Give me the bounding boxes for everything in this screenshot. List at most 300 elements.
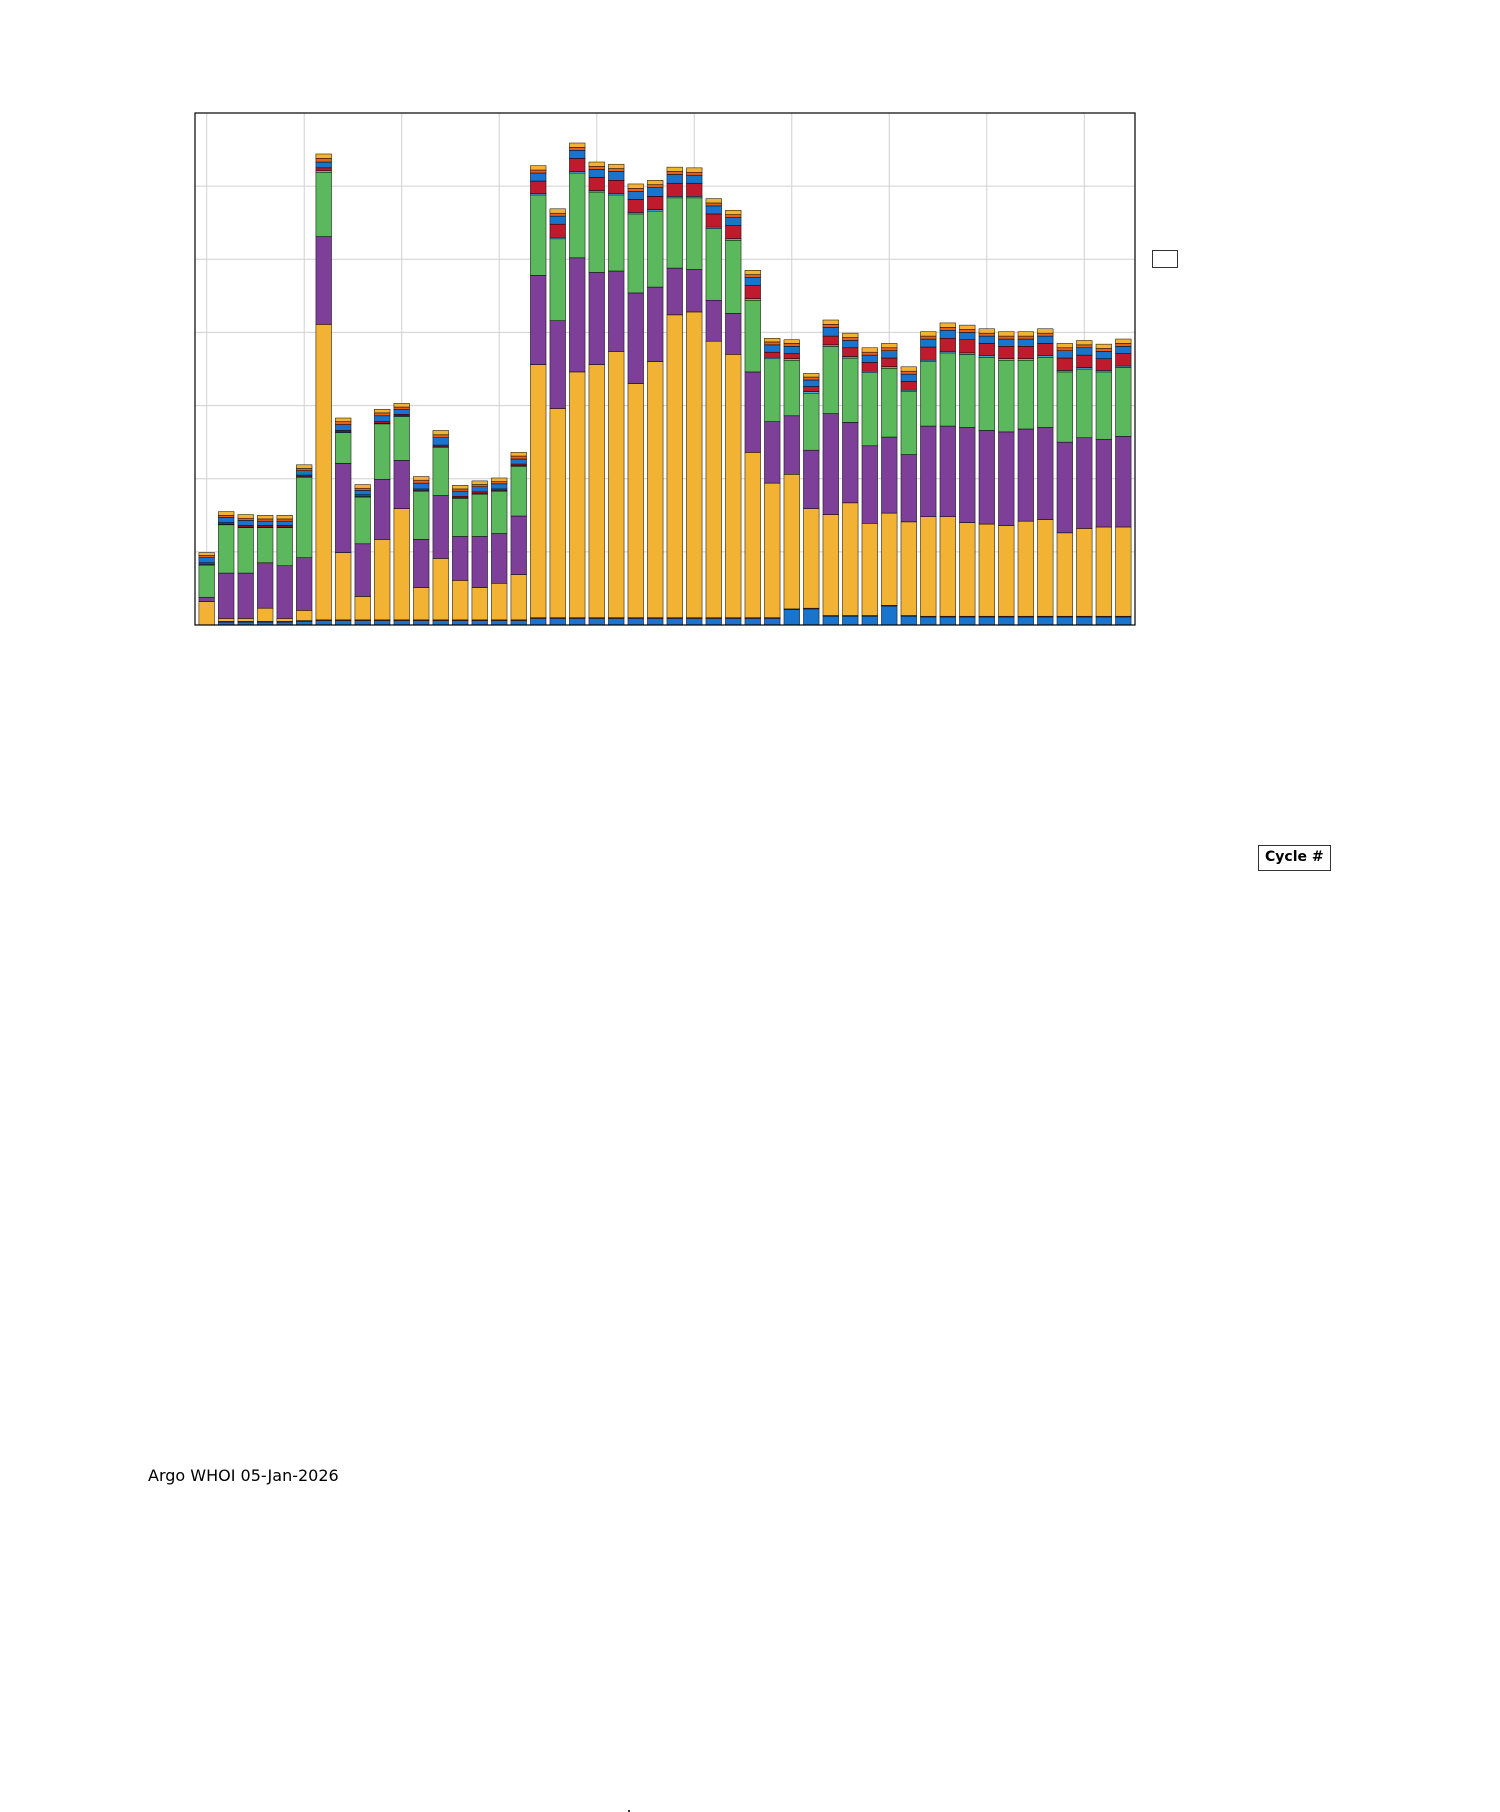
stacked-bar-segment bbox=[862, 348, 878, 352]
stacked-bar-segment bbox=[881, 606, 897, 625]
stacked-bar-segment bbox=[530, 166, 546, 170]
stacked-bar-segment bbox=[1018, 332, 1034, 336]
stacked-bar-segment bbox=[511, 459, 527, 464]
stacked-bar-segment bbox=[979, 329, 995, 333]
stacked-bar-segment bbox=[940, 327, 956, 330]
stacked-bar-segment bbox=[784, 416, 800, 475]
stacked-bar-segment bbox=[335, 418, 351, 422]
stacked-bar-segment bbox=[920, 517, 936, 616]
stacked-bar-segment bbox=[706, 300, 722, 341]
stacked-bar-segment bbox=[745, 278, 761, 286]
stacked-bar-segment bbox=[764, 483, 780, 618]
stacked-bar-segment bbox=[1018, 429, 1034, 521]
stacked-bar-segment bbox=[862, 355, 878, 362]
stacked-bar-segment bbox=[218, 618, 234, 621]
stacked-bar-segment bbox=[706, 203, 722, 206]
stacked-bar-segment bbox=[862, 523, 878, 615]
stacked-bar-segment bbox=[842, 348, 858, 357]
stacked-bar-segment bbox=[199, 597, 215, 601]
stacked-bar-segment bbox=[823, 414, 839, 515]
stacked-bar-segment bbox=[316, 324, 332, 619]
stacked-bar-segment bbox=[1057, 358, 1073, 370]
stacked-bar-segment bbox=[647, 211, 663, 287]
stacked-bar-segment bbox=[959, 428, 975, 523]
stacked-bar-segment bbox=[374, 416, 390, 422]
stacked-bar-segment bbox=[1057, 533, 1073, 616]
stacked-bar-segment bbox=[979, 333, 995, 336]
stacked-bar-segment bbox=[491, 621, 507, 625]
stacked-bar-segment bbox=[257, 521, 273, 525]
stacked-bar-segment bbox=[920, 362, 936, 426]
stacked-bar-segment bbox=[686, 198, 702, 270]
stacked-bar-segment bbox=[218, 517, 234, 522]
stacked-bar-segment bbox=[940, 617, 956, 625]
stacked-bar-segment bbox=[550, 618, 566, 625]
stacked-bar-segment bbox=[667, 167, 683, 171]
stacked-bar-segment bbox=[920, 347, 936, 360]
stacked-bar-segment bbox=[413, 491, 429, 539]
stacked-bar-segment bbox=[1096, 359, 1112, 371]
stacked-bar-segment bbox=[257, 519, 273, 521]
stacked-bar-segment bbox=[316, 168, 332, 171]
stacked-bar-segment bbox=[725, 226, 741, 239]
stacked-bar-segment bbox=[979, 430, 995, 524]
stacked-bar-segment bbox=[628, 188, 644, 191]
stacked-bar-segment bbox=[881, 343, 897, 347]
stacked-bar-segment bbox=[1115, 436, 1131, 527]
stacked-bar-segment bbox=[550, 224, 566, 237]
stacked-bar-segment bbox=[1037, 428, 1053, 520]
stacked-bar-segment bbox=[979, 336, 995, 343]
stacked-bar-segment bbox=[686, 618, 702, 625]
stacked-bar-segment bbox=[1115, 617, 1131, 625]
stacked-bar-segment bbox=[589, 618, 605, 625]
stacked-bar-segment bbox=[238, 518, 254, 520]
stacked-bar-segment bbox=[628, 184, 644, 188]
stacked-bar-segment bbox=[998, 332, 1014, 336]
stacked-bar-segment bbox=[998, 339, 1014, 346]
stacked-bar-segment bbox=[1076, 617, 1092, 625]
stacked-bar-segment bbox=[803, 377, 819, 380]
stacked-bar-segment bbox=[881, 351, 897, 358]
stacked-bar-segment bbox=[920, 426, 936, 517]
stacked-bar-segment bbox=[647, 287, 663, 362]
stacked-bar-segment bbox=[628, 214, 644, 293]
stacked-bar-segment bbox=[491, 583, 507, 620]
stacked-bar-segment bbox=[355, 490, 371, 494]
stacked-bar-segment bbox=[218, 573, 234, 618]
stacked-bar-segment bbox=[959, 523, 975, 617]
net-energy-by-components-chart bbox=[0, 770, 520, 1410]
stacked-bar-segment bbox=[413, 588, 429, 620]
stacked-bar-segment bbox=[277, 521, 293, 525]
stacked-bar-segment bbox=[472, 481, 488, 485]
stacked-bar-segment bbox=[199, 558, 215, 563]
stacked-bar-segment bbox=[706, 214, 722, 227]
stacked-bar-segment bbox=[823, 515, 839, 616]
stacked-bar-segment bbox=[257, 515, 273, 519]
stacked-bar-segment bbox=[530, 173, 546, 181]
stacked-bar-segment bbox=[823, 320, 839, 324]
stacked-bar-segment bbox=[589, 162, 605, 166]
stacked-bar-segment bbox=[1037, 357, 1053, 427]
stacked-bar-segment bbox=[472, 536, 488, 587]
stacked-bar-segment bbox=[706, 229, 722, 301]
stacked-bar-segment bbox=[979, 524, 995, 616]
stacked-bar-segment bbox=[764, 359, 780, 422]
stacked-bar-segment bbox=[764, 352, 780, 357]
stacked-bar-segment bbox=[569, 372, 585, 618]
stacked-bar-segment bbox=[472, 588, 488, 620]
stacked-bar-segment bbox=[511, 621, 527, 625]
stacked-bar-segment bbox=[803, 373, 819, 377]
stacked-bar-segment bbox=[647, 185, 663, 188]
stacked-bar-segment bbox=[784, 346, 800, 353]
stacked-bar-segment bbox=[472, 494, 488, 536]
stacked-bar-segment bbox=[979, 343, 995, 355]
stacked-bar-segment bbox=[277, 528, 293, 566]
stacked-bar-segment bbox=[491, 534, 507, 584]
stacked-bar-segment bbox=[940, 323, 956, 327]
stacked-bar-segment bbox=[842, 338, 858, 341]
stacked-bar-segment bbox=[394, 621, 410, 625]
stacked-bar-segment bbox=[803, 509, 819, 608]
stacked-bar-segment bbox=[296, 468, 312, 470]
stacked-bar-segment bbox=[764, 422, 780, 483]
stacked-bar-segment bbox=[238, 515, 254, 519]
stacked-bar-segment bbox=[433, 496, 449, 559]
stacked-bar-segment bbox=[881, 437, 897, 513]
stacked-bar-segment bbox=[1076, 340, 1092, 344]
stacked-bar-segment bbox=[842, 616, 858, 625]
stacked-bar-segment bbox=[959, 340, 975, 353]
stacked-bar-segment bbox=[569, 173, 585, 258]
stacked-bar-segment bbox=[452, 536, 468, 580]
stacked-bar-segment bbox=[998, 432, 1014, 526]
stacked-bar-segment bbox=[1018, 617, 1034, 625]
stacked-bar-segment bbox=[257, 563, 273, 608]
stacked-bar-segment bbox=[920, 332, 936, 336]
stacked-bar-segment bbox=[296, 558, 312, 611]
stacked-bar-segment bbox=[725, 240, 741, 313]
stacked-bar-segment bbox=[608, 169, 624, 172]
stacked-bar-segment bbox=[394, 403, 410, 407]
main-legend bbox=[1152, 250, 1178, 268]
stacked-bar-segment bbox=[706, 341, 722, 617]
stacked-bar-segment bbox=[998, 336, 1014, 339]
stacked-bar-segment bbox=[433, 438, 449, 445]
stacked-bar-segment bbox=[979, 357, 995, 430]
stacked-bar-segment bbox=[238, 573, 254, 618]
stacked-bar-segment bbox=[647, 362, 663, 618]
stacked-bar-segment bbox=[1115, 527, 1131, 616]
stacked-bar-segment bbox=[608, 180, 624, 193]
stacked-bar-segment bbox=[1076, 528, 1092, 616]
stacked-bar-segment bbox=[706, 206, 722, 214]
footer-caption: Argo WHOI 05-Jan-2026 bbox=[148, 1466, 339, 1485]
stacked-bar-segment bbox=[394, 509, 410, 620]
stacked-bar-segment bbox=[686, 168, 702, 172]
stacked-bar-segment bbox=[355, 497, 371, 544]
stacked-bar-segment bbox=[1057, 372, 1073, 442]
stacked-bar-segment bbox=[355, 621, 371, 625]
stacked-bar-segment bbox=[433, 447, 449, 495]
stacked-bar-segment bbox=[491, 478, 507, 482]
stacked-bar-segment bbox=[374, 413, 390, 416]
stacked-bar-segment bbox=[335, 621, 351, 625]
stacked-bar-segment bbox=[355, 485, 371, 489]
stacked-bar-segment bbox=[1076, 355, 1092, 367]
stacked-bar-segment bbox=[316, 172, 332, 236]
stacked-bar-segment bbox=[530, 195, 546, 275]
stacked-bar-segment bbox=[335, 553, 351, 620]
stacked-bar-segment bbox=[901, 522, 917, 616]
stacked-bar-segment bbox=[550, 209, 566, 213]
stacked-bar-segment bbox=[725, 218, 741, 226]
stacked-bar-segment bbox=[823, 616, 839, 625]
stacked-bar-segment bbox=[745, 286, 761, 299]
stacked-bar-segment bbox=[920, 339, 936, 347]
stacked-bar-segment bbox=[1096, 344, 1112, 348]
stacked-bar-segment bbox=[628, 384, 644, 618]
stacked-bar-segment bbox=[1076, 345, 1092, 348]
stacked-bar-segment bbox=[725, 215, 741, 218]
stacked-bar-segment bbox=[979, 617, 995, 625]
stacked-bar-segment bbox=[628, 618, 644, 625]
stacked-bar-segment bbox=[1018, 339, 1034, 346]
stacked-bar-segment bbox=[472, 621, 488, 625]
stacked-bar-segment bbox=[920, 336, 936, 339]
stacked-bar-segment bbox=[530, 170, 546, 173]
stacked-bar-segment bbox=[413, 539, 429, 587]
stacked-bar-segment bbox=[296, 610, 312, 620]
stacked-bar-segment bbox=[667, 198, 683, 268]
stacked-bar-segment bbox=[569, 150, 585, 158]
stacked-bar-segment bbox=[296, 477, 312, 557]
stacked-bar-segment bbox=[550, 213, 566, 216]
stacked-bar-segment bbox=[920, 617, 936, 625]
reported-voltages-chart bbox=[520, 770, 960, 1410]
stacked-bar-segment bbox=[433, 558, 449, 619]
stacked-bar-segment bbox=[569, 618, 585, 625]
stacked-bar-segment bbox=[394, 407, 410, 409]
stacked-bar-segment bbox=[530, 181, 546, 193]
stacked-bar-segment bbox=[745, 270, 761, 274]
stacked-bar-segment bbox=[1057, 343, 1073, 347]
stacked-bar-segment bbox=[296, 465, 312, 469]
stacked-bar-segment bbox=[374, 539, 390, 619]
stacked-bar-segment bbox=[1057, 348, 1073, 351]
stacked-bar-segment bbox=[862, 616, 878, 625]
stacked-bar-segment bbox=[881, 348, 897, 351]
stacked-bar-segment bbox=[1096, 439, 1112, 527]
stacked-bar-segment bbox=[647, 188, 663, 197]
stacked-bar-segment bbox=[803, 450, 819, 509]
stacked-bar-segment bbox=[433, 621, 449, 625]
stacked-bar-segment bbox=[335, 463, 351, 552]
stacked-bar-segment bbox=[881, 358, 897, 367]
stacked-bar-segment bbox=[667, 183, 683, 196]
stacked-bar-segment bbox=[1037, 336, 1053, 343]
stacked-bar-segment bbox=[784, 343, 800, 346]
stacked-bar-segment bbox=[355, 544, 371, 597]
stacked-bar-segment bbox=[745, 275, 761, 278]
stacked-bar-segment bbox=[842, 422, 858, 502]
stacked-bar-segment bbox=[1096, 617, 1112, 625]
stacked-bar-segment bbox=[335, 422, 351, 425]
stacked-bar-segment bbox=[472, 487, 488, 492]
stacked-bar-segment bbox=[823, 324, 839, 327]
stacked-bar-segment bbox=[667, 174, 683, 183]
stacked-bar-segment bbox=[667, 315, 683, 618]
stacked-bar-segment bbox=[374, 479, 390, 539]
stacked-bar-segment bbox=[803, 380, 819, 387]
stacked-bar-segment bbox=[569, 143, 585, 147]
stacked-bar-segment bbox=[550, 321, 566, 409]
stacked-bar-segment bbox=[433, 430, 449, 434]
stacked-bar-segment bbox=[1115, 368, 1131, 437]
stacked-bar-segment bbox=[940, 426, 956, 517]
stacked-bar-segment bbox=[803, 387, 819, 392]
stacked-bar-segment bbox=[901, 374, 917, 381]
stacked-bar-segment bbox=[1037, 617, 1053, 625]
stacked-bar-segment bbox=[374, 424, 390, 480]
stacked-bar-segment bbox=[803, 609, 819, 625]
stacked-bar-segment bbox=[316, 621, 332, 625]
stacked-bar-segment bbox=[745, 618, 761, 625]
stacked-bar-segment bbox=[608, 618, 624, 625]
stacked-bar-segment bbox=[608, 172, 624, 181]
stacked-bar-segment bbox=[199, 565, 215, 597]
reported-voltages-svg bbox=[520, 770, 960, 1410]
stacked-bar-segment bbox=[706, 199, 722, 203]
stacked-bar-segment bbox=[1096, 351, 1112, 358]
stacked-bar-segment bbox=[686, 183, 702, 196]
stacked-bar-segment bbox=[452, 489, 468, 491]
stacked-bar-segment bbox=[901, 392, 917, 455]
stacked-bar-segment bbox=[218, 515, 234, 517]
stacked-bar-segment bbox=[550, 408, 566, 617]
stacked-bar-segment bbox=[823, 346, 839, 413]
stacked-bar-segment bbox=[862, 352, 878, 355]
cycle-legend-title: Cycle # bbox=[1265, 849, 1324, 865]
stacked-bar-segment bbox=[784, 610, 800, 625]
net-energy-svg bbox=[0, 770, 520, 1410]
stacked-bar-segment bbox=[959, 617, 975, 625]
stacked-bar-segment bbox=[511, 452, 527, 456]
stacked-bar-segment bbox=[901, 371, 917, 374]
stacked-bar-segment bbox=[589, 166, 605, 169]
stacked-bar-segment bbox=[316, 237, 332, 325]
stacked-bar-segment bbox=[238, 520, 254, 525]
stacked-bar-segment bbox=[530, 275, 546, 364]
stacked-bar-segment bbox=[413, 477, 429, 481]
stacked-bar-segment bbox=[628, 191, 644, 199]
stacked-bar-segment bbox=[628, 293, 644, 384]
stacked-bar-segment bbox=[667, 268, 683, 315]
stacked-bar-segment bbox=[394, 460, 410, 508]
stacked-bar-segment bbox=[1057, 351, 1073, 358]
stacked-bar-segment bbox=[589, 169, 605, 177]
stacked-bar-segment bbox=[784, 354, 800, 359]
stacked-bar-segment bbox=[1115, 339, 1131, 343]
stacked-bar-segment bbox=[862, 362, 878, 371]
stacked-bar-segment bbox=[1018, 521, 1034, 616]
stacked-bar-segment bbox=[218, 525, 234, 573]
stacked-bar-segment bbox=[589, 365, 605, 618]
stacked-bar-segment bbox=[706, 618, 722, 625]
stacked-bar-segment bbox=[901, 367, 917, 371]
stacked-bar-segment bbox=[257, 608, 273, 621]
stacked-bar-segment bbox=[1018, 336, 1034, 339]
cycle-legend bbox=[1258, 845, 1331, 871]
stacked-bar-segment bbox=[764, 345, 780, 352]
stacked-bar-segment bbox=[1096, 349, 1112, 352]
stacked-bar-segment bbox=[725, 354, 741, 617]
stacked-bar-segment bbox=[940, 353, 956, 426]
stacked-bar-segment bbox=[530, 365, 546, 618]
stacked-bar-segment bbox=[335, 425, 351, 431]
stacked-bar-segment bbox=[511, 466, 527, 516]
stacked-bar-segment bbox=[257, 528, 273, 563]
stacked-bar-segment bbox=[277, 515, 293, 519]
stacked-bar-segment bbox=[745, 300, 761, 372]
stacked-bar-segment bbox=[1096, 372, 1112, 439]
stacked-bar-segment bbox=[589, 192, 605, 272]
stacked-bar-segment bbox=[901, 381, 917, 390]
stacked-bar-segment bbox=[608, 351, 624, 617]
stacked-bar-segment bbox=[199, 602, 215, 625]
stacked-bar-segment bbox=[569, 158, 585, 171]
stacked-bar-segment bbox=[608, 271, 624, 351]
stacked-bar-segment bbox=[647, 180, 663, 184]
stacked-bar-segment bbox=[745, 372, 761, 452]
stacked-bar-segment bbox=[940, 517, 956, 616]
stacked-bar-segment bbox=[550, 239, 566, 321]
stacked-bar-segment bbox=[1076, 348, 1092, 355]
stacked-bar-segment bbox=[335, 433, 351, 464]
stacked-bar-segment bbox=[1018, 346, 1034, 358]
stacked-bar-segment bbox=[959, 354, 975, 427]
stacked-bar-segment bbox=[647, 618, 663, 625]
stacked-bar-segment bbox=[803, 393, 819, 450]
stacked-bar-segment bbox=[433, 435, 449, 438]
stacked-bar-segment bbox=[452, 485, 468, 489]
stacked-bar-segment bbox=[725, 210, 741, 214]
stacked-bar-segment bbox=[1057, 442, 1073, 533]
stacked-bar-segment bbox=[589, 272, 605, 364]
stacked-bar-segment bbox=[511, 456, 527, 459]
stacked-bar-segment bbox=[842, 333, 858, 337]
stacked-bar-segment bbox=[686, 175, 702, 183]
stacked-bar-segment bbox=[881, 513, 897, 605]
stacked-bar-segment bbox=[1096, 527, 1112, 616]
stacked-bar-segment bbox=[472, 485, 488, 487]
stacked-bar-segment bbox=[998, 526, 1014, 617]
stacked-bar-segment bbox=[277, 519, 293, 521]
stacked-bar-segment bbox=[550, 216, 566, 224]
stacked-bar-segment bbox=[1037, 329, 1053, 333]
stacked-bar-segment bbox=[823, 336, 839, 345]
stacked-bar-segment bbox=[764, 338, 780, 342]
stacked-bar-segment bbox=[959, 325, 975, 329]
stacked-bar-segment bbox=[1115, 346, 1131, 353]
stacked-bar-segment bbox=[1115, 354, 1131, 366]
stacked-bar-segment bbox=[998, 346, 1014, 358]
stacked-bar-segment bbox=[959, 332, 975, 339]
stacked-bar-segment bbox=[394, 409, 410, 414]
stacked-bar-segment bbox=[452, 621, 468, 625]
